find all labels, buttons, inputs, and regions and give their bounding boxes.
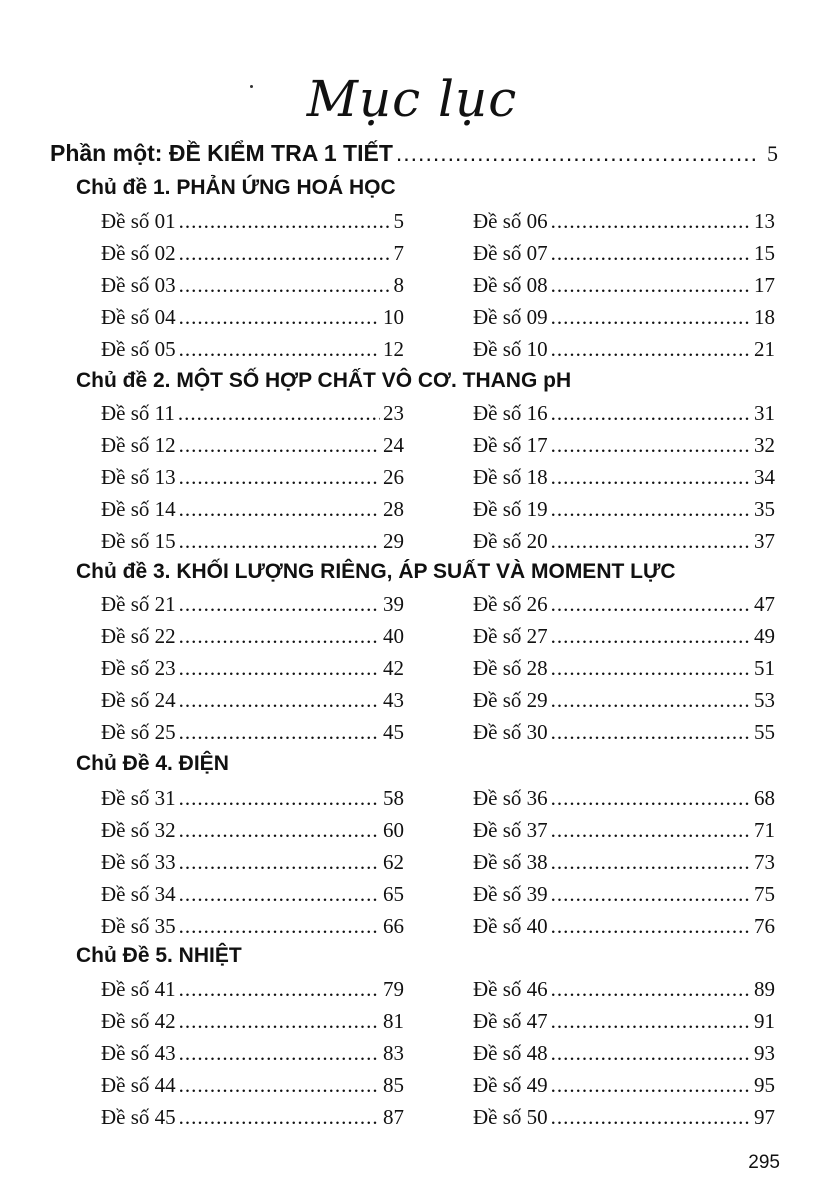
dot-leader xyxy=(179,529,380,554)
toc-entry[interactable] xyxy=(101,720,404,752)
entry-label: Đề số 19 xyxy=(473,497,548,521)
entry-label: Đề số 08 xyxy=(473,273,548,297)
entry-label: Đề số 03 xyxy=(101,273,176,297)
toc-column-left xyxy=(101,786,404,946)
toc-entry[interactable] xyxy=(101,497,404,529)
entry-label: Đề số 02 xyxy=(101,241,176,265)
dot-leader xyxy=(179,241,391,266)
toc-entry[interactable] xyxy=(101,850,404,882)
toc-entry[interactable] xyxy=(473,914,775,946)
entry-page: 66 xyxy=(383,914,404,938)
entry-label: Đề số 38 xyxy=(473,850,548,874)
entry-label: Đề số 29 xyxy=(473,688,548,712)
toc-column-left xyxy=(101,209,404,369)
entry-page: 26 xyxy=(383,465,404,489)
dot-leader xyxy=(179,688,380,713)
dot-leader xyxy=(179,209,391,234)
entry-page: 97 xyxy=(754,1105,775,1129)
topic-heading: Chủ Đề 4. ĐIỆN xyxy=(76,752,229,775)
entry-label: Đề số 47 xyxy=(473,1009,548,1033)
toc-entry[interactable] xyxy=(473,818,775,850)
toc-column-left xyxy=(101,592,404,752)
dot-leader xyxy=(551,465,751,490)
entry-label: Đề số 49 xyxy=(473,1073,548,1097)
topic-heading: Chủ đề 3. KHỐI LƯỢNG RIÊNG, ÁP SUẤT VÀ MOMENT LỰC xyxy=(76,560,676,583)
entry-page: 17 xyxy=(754,273,775,297)
entry-label: Đề số 20 xyxy=(473,529,548,553)
entry-label: Đề số 01 xyxy=(101,209,176,233)
entry-page: 34 xyxy=(754,465,775,489)
dot-leader xyxy=(179,977,380,1002)
entry-page: 85 xyxy=(383,1073,404,1097)
entry-page: 93 xyxy=(754,1041,775,1065)
toc-column-right xyxy=(473,209,775,369)
toc-entry[interactable] xyxy=(101,273,404,305)
entry-page: 81 xyxy=(383,1009,404,1033)
dot-leader xyxy=(551,497,751,522)
toc-entry[interactable] xyxy=(473,882,775,914)
dot-leader xyxy=(179,786,380,811)
entry-page: 37 xyxy=(754,529,775,553)
entry-label: Đề số 14 xyxy=(101,497,176,521)
entry-page: 28 xyxy=(383,497,404,521)
toc-entry[interactable] xyxy=(473,273,775,305)
dot-leader xyxy=(179,720,380,745)
toc-entry[interactable] xyxy=(473,465,775,497)
entry-label: Đề số 25 xyxy=(101,720,176,744)
entry-page: 83 xyxy=(383,1041,404,1065)
toc-entry[interactable] xyxy=(473,1073,775,1105)
toc-column-right xyxy=(473,786,775,946)
entry-label: Đề số 27 xyxy=(473,624,548,648)
entry-label: Đề số 05 xyxy=(101,337,176,361)
dot-leader xyxy=(551,1073,751,1098)
toc-entry[interactable] xyxy=(101,977,404,1009)
entry-page: 79 xyxy=(383,977,404,1001)
dot-leader xyxy=(551,209,751,234)
dot-leader xyxy=(179,465,380,490)
entry-page: 12 xyxy=(383,337,404,361)
dot-leader xyxy=(179,1009,380,1034)
toc-entry[interactable] xyxy=(473,850,775,882)
toc-column-right xyxy=(473,592,775,752)
dot-leader xyxy=(178,401,380,426)
toc-entry[interactable] xyxy=(473,401,775,433)
toc-entry[interactable] xyxy=(101,1073,404,1105)
entry-page: 75 xyxy=(754,882,775,906)
page-title: Mục lục xyxy=(306,70,518,128)
toc-column-left xyxy=(101,977,404,1137)
entry-label: Đề số 45 xyxy=(101,1105,176,1129)
toc-column-right xyxy=(473,401,775,561)
entry-page: 76 xyxy=(754,914,775,938)
entry-page: 43 xyxy=(383,688,404,712)
toc-entry[interactable] xyxy=(101,529,404,561)
entry-label: Đề số 18 xyxy=(473,465,548,489)
entry-page: 13 xyxy=(754,209,775,233)
entry-page: 15 xyxy=(754,241,775,265)
dot-leader xyxy=(179,592,380,617)
entry-label: Đề số 35 xyxy=(101,914,176,938)
page-number: 295 xyxy=(748,1152,780,1173)
entry-page: 32 xyxy=(754,433,775,457)
dot-leader xyxy=(179,337,380,362)
topic-heading: Chủ đề 1. PHẢN ỨNG HOÁ HỌC xyxy=(76,176,396,199)
entry-label: Đề số 26 xyxy=(473,592,548,616)
toc-entry[interactable] xyxy=(101,914,404,946)
entry-page: 47 xyxy=(754,592,775,616)
entry-page: 18 xyxy=(754,305,775,329)
toc-entry[interactable] xyxy=(473,209,775,241)
toc-entry[interactable] xyxy=(101,241,404,273)
dot-leader xyxy=(551,850,751,875)
entry-page: 39 xyxy=(383,592,404,616)
dot-leader xyxy=(179,273,391,298)
dot-leader xyxy=(179,914,380,939)
entry-label: Đề số 34 xyxy=(101,882,176,906)
toc-entry[interactable] xyxy=(101,786,404,818)
entry-page: 87 xyxy=(383,1105,404,1129)
dot-leader xyxy=(551,977,751,1002)
dot-leader xyxy=(551,592,751,617)
entry-label: Đề số 06 xyxy=(473,209,548,233)
entry-label: Đề số 40 xyxy=(473,914,548,938)
toc-entry[interactable] xyxy=(101,688,404,720)
toc-entry[interactable] xyxy=(473,433,775,465)
entry-page: 42 xyxy=(383,656,404,680)
entry-label: Đề số 37 xyxy=(473,818,548,842)
toc-entry[interactable] xyxy=(473,337,775,369)
dot-leader xyxy=(551,818,751,843)
dot-leader xyxy=(551,433,751,458)
part-page: 5 xyxy=(767,141,778,166)
toc-entry[interactable] xyxy=(473,624,775,656)
dot-leader xyxy=(179,850,380,875)
dot-leader xyxy=(551,720,751,745)
dot-leader xyxy=(551,1009,751,1034)
entry-page: 40 xyxy=(383,624,404,648)
entry-label: Đề số 44 xyxy=(101,1073,176,1097)
entry-page: 71 xyxy=(754,818,775,842)
dot-leader xyxy=(396,140,760,167)
toc-entry[interactable] xyxy=(473,1009,775,1041)
toc-entry[interactable] xyxy=(473,241,775,273)
entry-page: 29 xyxy=(383,529,404,553)
entry-page: 51 xyxy=(754,656,775,680)
entry-page: 5 xyxy=(393,209,404,233)
entry-label: Đề số 07 xyxy=(473,241,548,265)
dot-leader xyxy=(179,818,380,843)
entry-label: Đề số 15 xyxy=(101,529,176,553)
toc-entry[interactable] xyxy=(473,529,775,561)
toc-entry[interactable] xyxy=(473,720,775,752)
entry-label: Đề số 31 xyxy=(101,786,176,810)
entry-page: 53 xyxy=(754,688,775,712)
toc-entry[interactable] xyxy=(101,624,404,656)
entry-page: 21 xyxy=(754,337,775,361)
entry-page: 55 xyxy=(754,720,775,744)
toc-entry[interactable] xyxy=(473,786,775,818)
toc-entry[interactable] xyxy=(101,1105,404,1137)
entry-label: Đề số 42 xyxy=(101,1009,176,1033)
entry-page: 60 xyxy=(383,818,404,842)
entry-page: 89 xyxy=(754,977,775,1001)
entry-page: 45 xyxy=(383,720,404,744)
toc-entry[interactable] xyxy=(101,209,404,241)
entry-label: Đề số 22 xyxy=(101,624,176,648)
dot-leader xyxy=(551,273,751,298)
dot-leader xyxy=(551,1105,751,1130)
topic-heading: Chủ đề 2. MỘT SỐ HỢP CHẤT VÔ CƠ. THANG pH xyxy=(76,369,572,392)
entry-label: Đề số 16 xyxy=(473,401,548,425)
dot-leader xyxy=(551,624,751,649)
part-label: Phần một: ĐỀ KIỂM TRA 1 TIẾT xyxy=(50,140,393,166)
entry-page: 7 xyxy=(393,241,404,265)
entry-label: Đề số 12 xyxy=(101,433,176,457)
entry-label: Đề số 39 xyxy=(473,882,548,906)
toc-entry[interactable] xyxy=(101,465,404,497)
toc-entry[interactable] xyxy=(101,592,404,624)
entry-page: 91 xyxy=(754,1009,775,1033)
entry-label: Đề số 43 xyxy=(101,1041,176,1065)
dot-leader xyxy=(551,1041,751,1066)
entry-page: 10 xyxy=(383,305,404,329)
toc-entry[interactable] xyxy=(101,882,404,914)
dot-leader xyxy=(551,882,751,907)
dot-leader xyxy=(551,337,751,362)
toc-entry[interactable] xyxy=(101,1009,404,1041)
dot-leader xyxy=(551,786,751,811)
dot-leader xyxy=(551,529,751,554)
entry-label: Đề số 32 xyxy=(101,818,176,842)
dot-leader xyxy=(551,241,751,266)
entry-label: Đề số 33 xyxy=(101,850,176,874)
dot-leader xyxy=(551,305,751,330)
toc-entry[interactable] xyxy=(473,1041,775,1073)
dot-leader xyxy=(551,401,751,426)
entry-label: Đề số 36 xyxy=(473,786,548,810)
toc-entry[interactable] xyxy=(101,337,404,369)
entry-label: Đề số 24 xyxy=(101,688,176,712)
toc-column-left xyxy=(101,401,404,561)
toc-entry[interactable] xyxy=(473,1105,775,1137)
entry-page: 65 xyxy=(383,882,404,906)
topic-heading: Chủ Đề 5. NHIỆT xyxy=(76,944,242,967)
entry-label: Đề số 50 xyxy=(473,1105,548,1129)
entry-page: 73 xyxy=(754,850,775,874)
entry-page: 35 xyxy=(754,497,775,521)
entry-label: Đề số 30 xyxy=(473,720,548,744)
entry-page: 24 xyxy=(383,433,404,457)
entry-page: 23 xyxy=(383,401,404,425)
dot-leader xyxy=(179,305,380,330)
dot-leader xyxy=(551,656,751,681)
dot-leader xyxy=(179,624,380,649)
toc-entry[interactable] xyxy=(473,688,775,720)
entry-label: Đề số 48 xyxy=(473,1041,548,1065)
toc-entry[interactable] xyxy=(473,656,775,688)
toc-column-right xyxy=(473,977,775,1137)
toc-entry[interactable] xyxy=(101,818,404,850)
entry-page: 49 xyxy=(754,624,775,648)
entry-label: Đề số 28 xyxy=(473,656,548,680)
dot-leader xyxy=(551,914,751,939)
entry-label: Đề số 09 xyxy=(473,305,548,329)
part-entry[interactable] xyxy=(50,140,778,167)
toc-entry[interactable] xyxy=(473,977,775,1009)
entry-label: Đề số 23 xyxy=(101,656,176,680)
dot-leader xyxy=(179,882,380,907)
entry-label: Đề số 17 xyxy=(473,433,548,457)
toc-entry[interactable] xyxy=(473,592,775,624)
dot-leader xyxy=(179,1105,380,1130)
entry-page: 31 xyxy=(754,401,775,425)
dot-leader xyxy=(551,688,751,713)
entry-label: Đề số 11 xyxy=(101,401,175,425)
toc-entry[interactable] xyxy=(101,656,404,688)
entry-label: Đề số 10 xyxy=(473,337,548,361)
entry-page: 58 xyxy=(383,786,404,810)
toc-entry[interactable] xyxy=(101,433,404,465)
entry-label: Đề số 21 xyxy=(101,592,176,616)
dot-leader xyxy=(179,433,380,458)
entry-page: 95 xyxy=(754,1073,775,1097)
dot-leader xyxy=(179,656,380,681)
toc-entry[interactable] xyxy=(101,305,404,337)
dot-leader xyxy=(179,497,380,522)
entry-page: 68 xyxy=(754,786,775,810)
toc-entry[interactable] xyxy=(101,401,404,433)
toc-entry[interactable] xyxy=(101,1041,404,1073)
entry-page: 8 xyxy=(393,273,404,297)
entry-label: Đề số 04 xyxy=(101,305,176,329)
toc-entry[interactable] xyxy=(473,305,775,337)
dot-leader xyxy=(179,1073,380,1098)
entry-label: Đề số 46 xyxy=(473,977,548,1001)
entry-page: 62 xyxy=(383,850,404,874)
dot-leader xyxy=(179,1041,380,1066)
toc-entry[interactable] xyxy=(473,497,775,529)
entry-label: Đề số 41 xyxy=(101,977,176,1001)
entry-label: Đề số 13 xyxy=(101,465,176,489)
